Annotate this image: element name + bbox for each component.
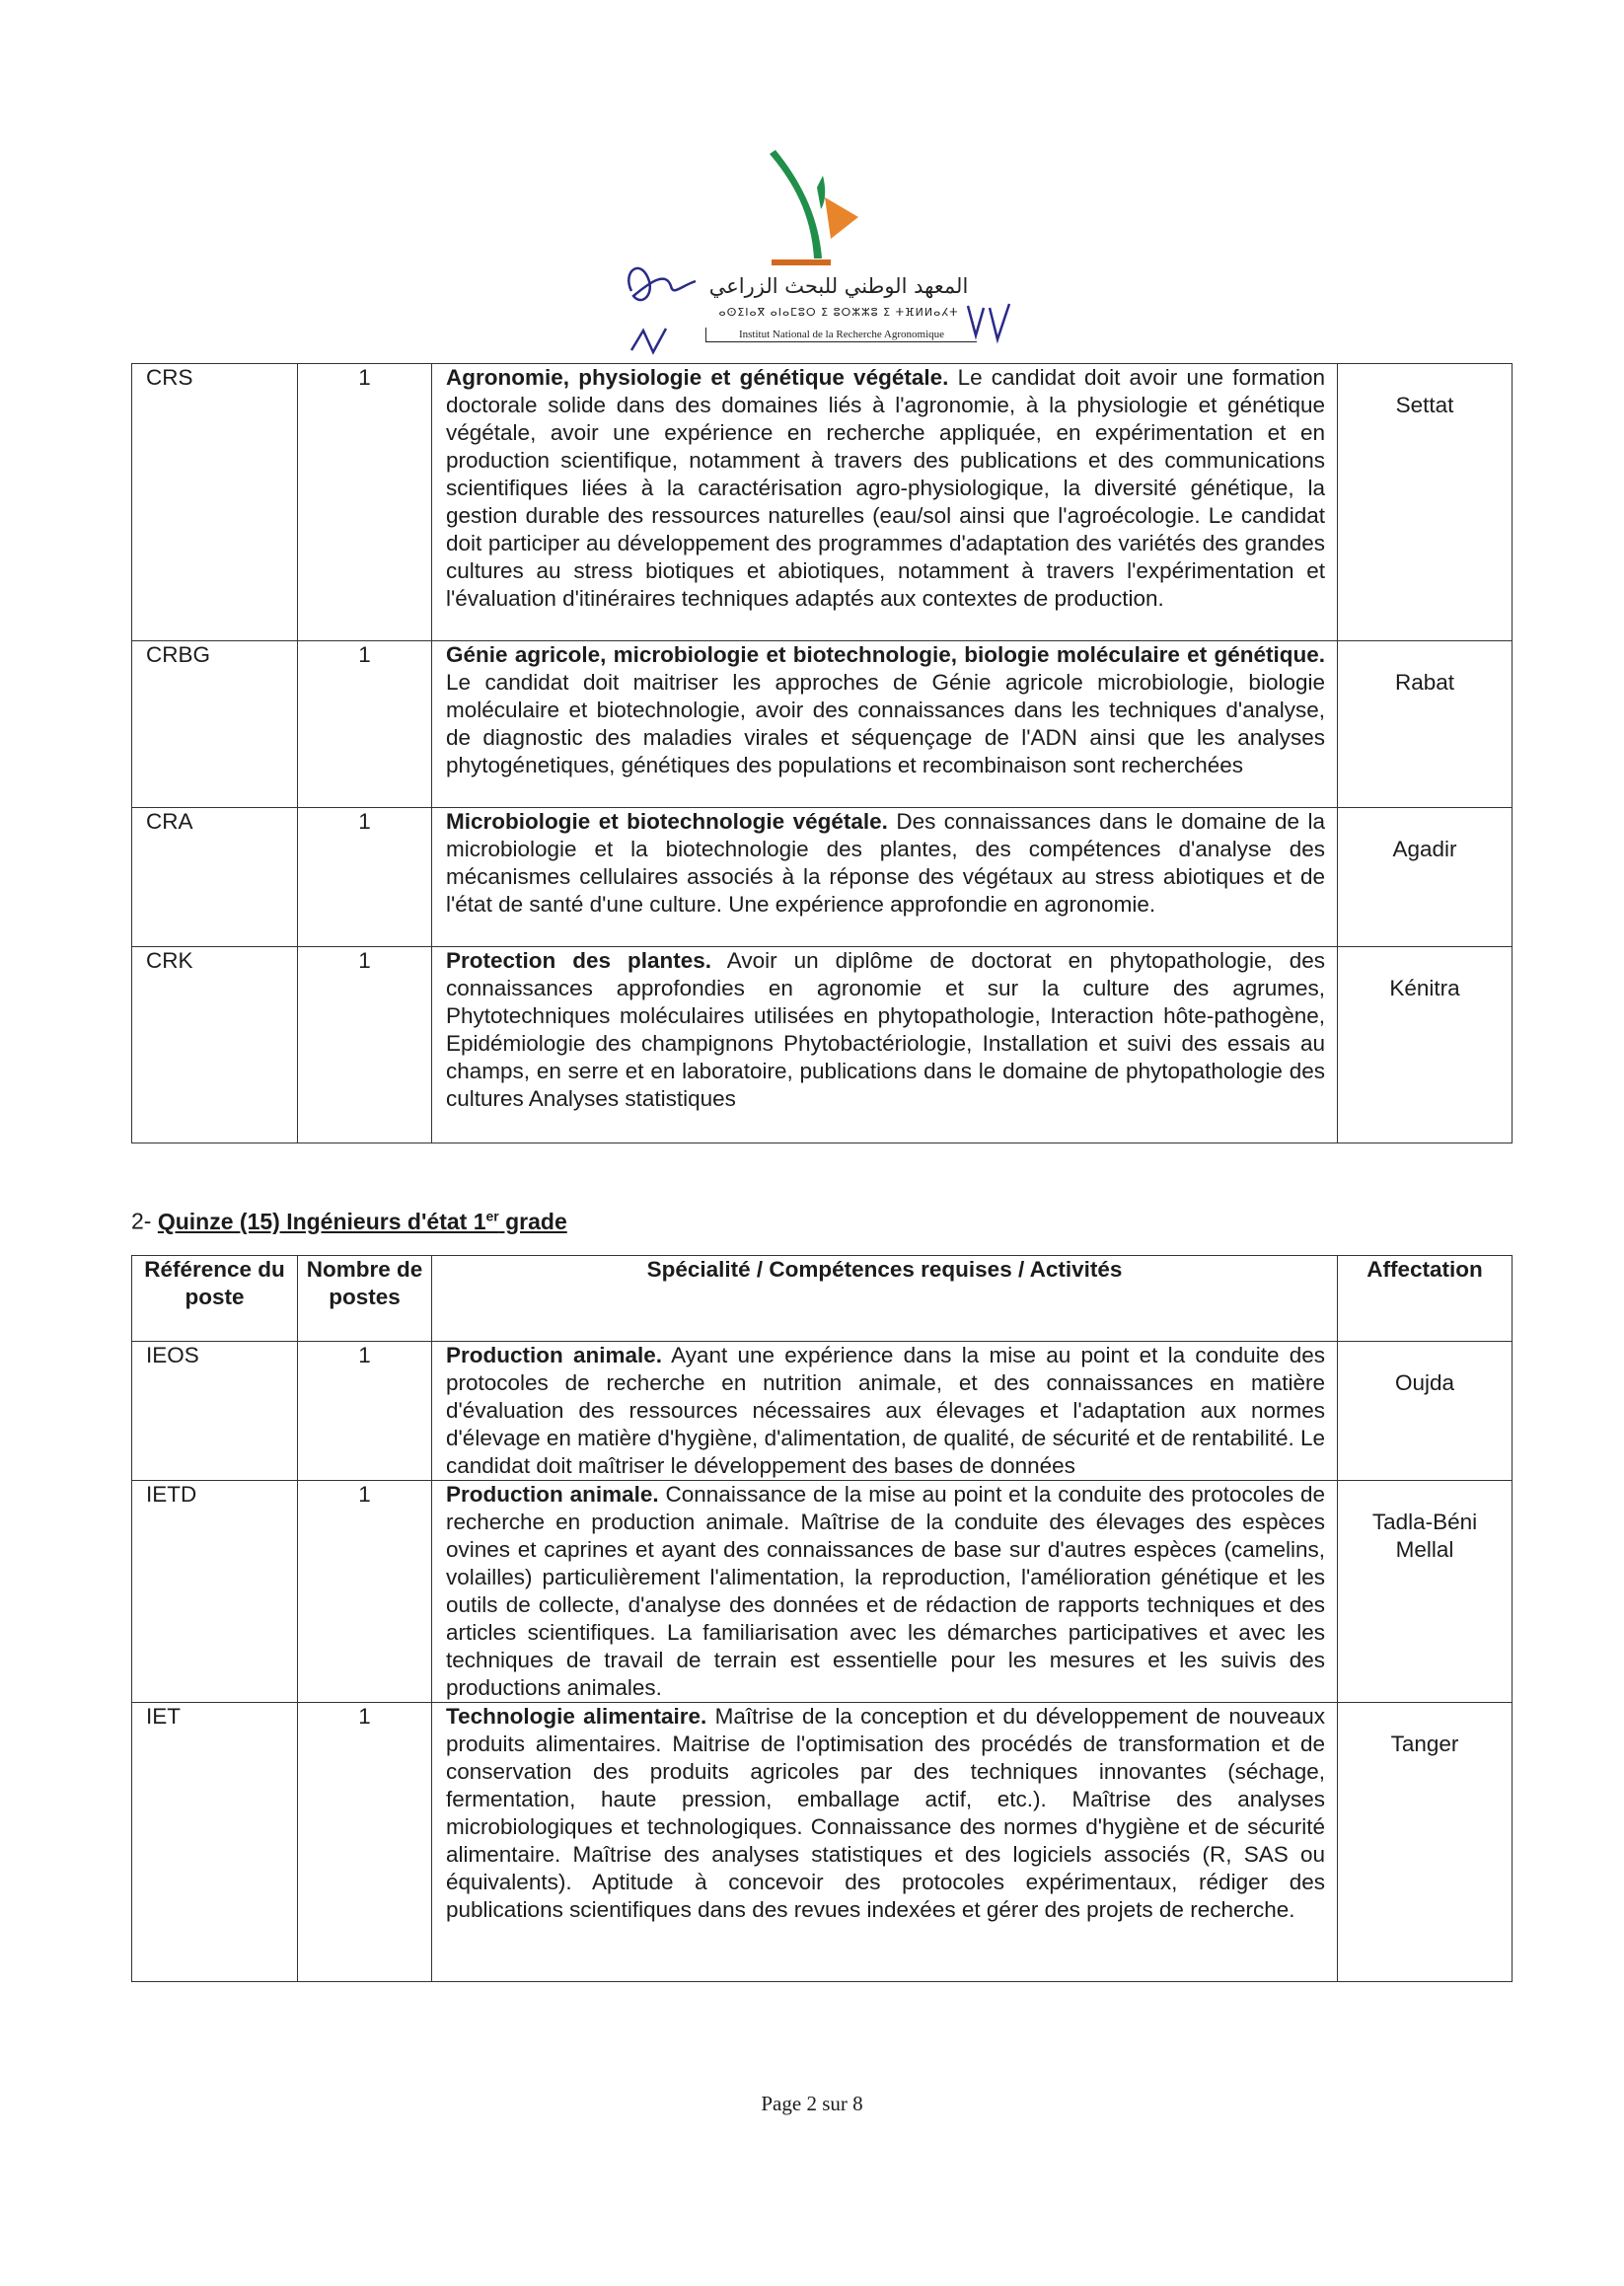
post-specialty xyxy=(432,808,1338,947)
header-specialty: Spécialité / Compétences requises / Activités xyxy=(432,1256,1338,1342)
positions-table-researchers xyxy=(131,363,1513,1143)
specialty-description: Avoir un diplôme de doctorat en phytopathologie, des connaissances approfondies en agronomie et sur la culture des agrumes, Phytotechniques moléculaires utilisées en phytopathologie, Interaction hôte-pathogène, Epidémiologie des champignons Phytobactériologie, Installation et suivi des essais au champs, en serre et en laboratoire, publications dans le domaine de phytopathologie des cultures Analyses statistiques xyxy=(446,948,1325,1111)
specialty-description: Le candidat doit avoir une formation doctorale solide dans des domaines liés à l'agronomie, à la physiologie et génétique végétale, avoir une expérience en recherche appliquée, en expérimentation et en production scientifique, notamment à travers des publications et des communications scientifiques liées à la caractérisation agro-physiologique, la diversité génétique, la gestion durable des ressources naturelles (eau/sol ainsi que l'agroécologie. Le candidat doit participer au développement des programmes d'adaptation des variétés des grandes cultures au stress biotiques et abiotiques, notamment à travers l'expérimentation et l'évaluation d'itinéraires techniques adaptés aux contextes de production. xyxy=(446,365,1325,611)
post-specialty xyxy=(432,641,1338,808)
table-row xyxy=(132,808,1513,947)
post-affectation: Kénitra xyxy=(1338,947,1513,1143)
specialty-description: Le candidat doit maitriser les approches de Génie agricole microbiologie, biologie moléculaire et biotechnologie, avoir des connaissances dans les techniques d'analyse, de diagnostic des maladies virales et séquençage de l'ADN ainsi que les analyses phytogénetiques, génétiques des populations et recombinaison sont recherchées xyxy=(446,670,1325,777)
post-count: 1 xyxy=(298,1703,432,1982)
specialty-title: Technologie alimentaire. xyxy=(446,1704,707,1729)
inra-logo-icon xyxy=(760,148,868,266)
specialty-description: Ayant une expérience dans la mise au point et la conduite des protocoles de recherche en nutrition animale, et des connaissances en matière d'évaluation des ressources nécessaires aux élevages et l'adaptation aux normes d'élevage en matière d'hygiène, d'alimentation, de qualité, de sécurité et de rentabilité. Le candidat doit maîtriser le développement des bases de données xyxy=(446,1343,1326,1478)
post-specialty xyxy=(432,947,1338,1143)
institution-header xyxy=(612,148,1026,365)
initials-signature-icon xyxy=(962,296,1016,355)
table-row xyxy=(132,641,1513,808)
arabic-institution-name: المعهد الوطني للبحث الزراعي xyxy=(708,274,969,298)
post-count: 1 xyxy=(298,1342,432,1481)
post-affectation: Tanger xyxy=(1338,1703,1513,1982)
table-row xyxy=(132,1481,1513,1703)
post-specialty xyxy=(432,1342,1338,1481)
header-count: Nombre de postes xyxy=(298,1256,432,1342)
post-count: 1 xyxy=(298,641,432,808)
table-header-row xyxy=(132,1256,1513,1342)
post-count: 1 xyxy=(298,947,432,1143)
post-affectation: Oujda xyxy=(1338,1342,1513,1481)
specialty-title: Agronomie, physiologie et génétique végétale. xyxy=(446,365,949,390)
latin-institution-name: Institut National de la Recherche Agronomique xyxy=(705,328,977,342)
handwritten-signature-icon xyxy=(612,252,710,365)
table-row xyxy=(132,364,1513,641)
page-number: Page 2 sur 8 xyxy=(761,2092,863,2115)
tifinagh-institution-name: ⴰⵙⵉⵏⴰⴳ ⴰⵏⴰⵎⵓⵔ ⵉ ⵓⵔⵣⵣⵓ ⵉ ⵜⴼⵍⵍⴰⵃⵜ xyxy=(718,306,959,319)
post-reference: IET xyxy=(132,1703,298,1982)
positions-table-engineers xyxy=(131,1255,1513,1982)
post-reference: IEOS xyxy=(132,1342,298,1481)
header-reference: Référence du poste xyxy=(132,1256,298,1342)
table-row xyxy=(132,947,1513,1143)
post-reference: CRBG xyxy=(132,641,298,808)
post-affectation: Agadir xyxy=(1338,808,1513,947)
post-affectation: Tadla-Béni Mellal xyxy=(1338,1481,1513,1703)
post-count: 1 xyxy=(298,1481,432,1703)
post-specialty xyxy=(432,364,1338,641)
post-specialty xyxy=(432,1481,1338,1703)
table-row xyxy=(132,1342,1513,1481)
post-affectation: Rabat xyxy=(1338,641,1513,808)
specialty-description: Des connaissances dans le domaine de la microbiologie et la biotechnologie des plantes, des compétences d'analyse des mécanismes cellulaires associés à la réponse des végétaux au stress abiotiques et de l'état de santé d'une culture. Une expérience approfondie en agronomie. xyxy=(446,809,1325,917)
specialty-title: Production animale. xyxy=(446,1482,659,1507)
specialty-description: Connaissance de la mise au point et la conduite des protocoles de recherche en production animale. Maîtrise de la conduite des élevages des espèces ovines et caprines et ayant des connaissances de base sur d'autres espèces (camelins, volailles) particulièrement l'alimentation, la reproduction, l'amélioration génétique et les outils de collecte, d'analyse des données et de rédaction de rapports techniques et des articles scientifiques. La familiarisation avec les démarches participatives et avec les techniques de travail de terrain est essentielle pour les mesures et les suivis des productions animales. xyxy=(446,1482,1325,1700)
post-affectation: Settat xyxy=(1338,364,1513,641)
section-heading xyxy=(131,1202,567,1235)
post-reference: IETD xyxy=(132,1481,298,1703)
table-row xyxy=(132,1703,1513,1982)
section-number: 2- xyxy=(131,1208,158,1234)
section-title: Quinze (15) Ingénieurs d'état 1er grade xyxy=(157,1208,567,1234)
header-affectation: Affectation xyxy=(1338,1256,1513,1342)
post-reference: CRS xyxy=(132,364,298,641)
post-count: 1 xyxy=(298,808,432,947)
specialty-title: Protection des plantes. xyxy=(446,948,711,973)
post-reference: CRK xyxy=(132,947,298,1143)
specialty-title: Microbiologie et biotechnologie végétale. xyxy=(446,809,888,834)
logo-bar xyxy=(772,259,831,265)
specialty-description: Maîtrise de la conception et du développement de nouveaux produits alimentaires. Maitrise de l'optimisation des procédés de transformation et de conservation des produits agricoles par des techniques innovantes (séchage, fermentation, haute pression, emballage actif, etc.). Maîtrise des analyses microbiologiques et technologiques. Connaissance des normes d'hygiène et de sécurité alimentaire. Maîtrise des analyses statistiques et des logiciels associés (R, SAS ou équivalents). Aptitude à concevoir des protocoles expérimentaux, rédiger des publications scientifiques dans des revues indexées et gérer des projets de recherche. xyxy=(446,1704,1325,1922)
post-count: 1 xyxy=(298,364,432,641)
post-reference: CRA xyxy=(132,808,298,947)
post-specialty xyxy=(432,1703,1338,1982)
specialty-title: Génie agricole, microbiologie et biotechnologie, biologie moléculaire et génétique. xyxy=(446,642,1325,667)
specialty-title: Production animale. xyxy=(446,1343,663,1367)
